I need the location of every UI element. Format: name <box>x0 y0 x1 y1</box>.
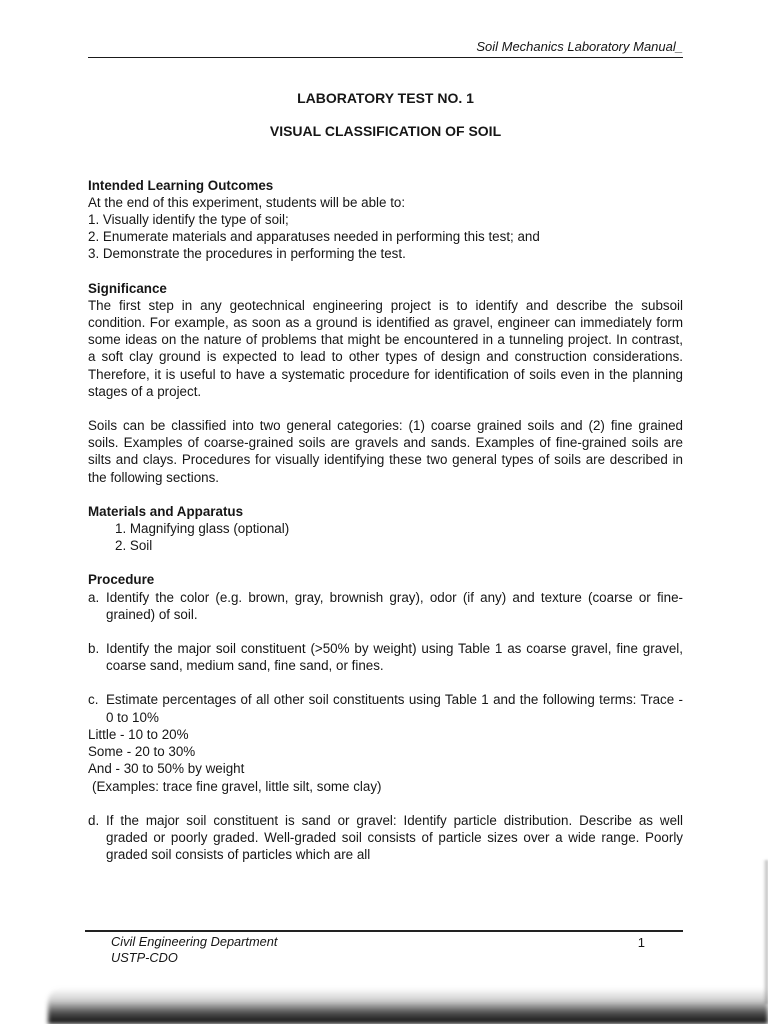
ilo-item: 3. Demonstrate the procedures in performing the test. <box>88 246 406 262</box>
ilo-heading: Intended Learning Outcomes <box>88 177 274 193</box>
procedure-item-text: Identify the major soil constituent (>50% by weight) using Table 1 as coarse gravel, fine gravel, coarse sand, medium sand, fine sand, or fines. <box>106 641 683 674</box>
procedure-item-d <box>88 812 683 864</box>
ilo-item: 2. Enumerate materials and apparatuses needed in performing this test; and <box>88 229 540 245</box>
lab-test-title: LABORATORY TEST NO. 1 <box>297 90 474 107</box>
materials-item: 2. Soil <box>115 538 153 554</box>
procedure-item-c <box>88 691 683 725</box>
ilo-intro: At the end of this experiment, students will be able to: <box>88 194 406 210</box>
footer-department: Civil Engineering Department <box>111 934 278 949</box>
procedure-item-label: c. <box>88 692 99 708</box>
materials-item: 1. Magnifying glass (optional) <box>115 521 290 537</box>
percentage-term-little: Little - 10 to 20% <box>88 726 189 742</box>
manual-title: Soil Mechanics Laboratory Manual_ <box>476 39 683 54</box>
procedure-item-label: d. <box>88 812 100 828</box>
procedure-item-a <box>88 589 683 623</box>
percentage-term-some: Some - 20 to 30% <box>88 744 196 760</box>
scan-artifact-right <box>763 860 768 1004</box>
page-number: 1 <box>637 935 645 950</box>
significance-paragraph-2: Soils can be classified into two general categories: (1) coarse grained soils and (2) fine grained soils. Examples of coarse-grained soils are gravels and sands. Examples of fine-grained soils are silts and clays. Procedures for visually identifying these two general types of soils are described in the following sections. <box>88 418 683 485</box>
page-header <box>88 38 683 58</box>
page-content <box>88 90 683 863</box>
significance-paragraph-1: The first step in any geotechnical engineering project is to identify and describe the subsoil condition. For example, as soon as a ground is identified as gravel, engineer can immediately form some ideas on the nature of problems that might be encountered in a tunneling project. In contrast, a soft clay ground is expected to lead to other types of design and construction considerations. Therefore, it is useful to have a systematic procedure for identification of soils even in the planning stages of a project. <box>88 297 683 399</box>
scan-artifact-bottom <box>48 988 768 1024</box>
ilo-item: 1. Visually identify the type of soil; <box>88 212 289 228</box>
section-significance <box>88 280 683 486</box>
procedure-item-text: If the major soil constituent is sand or gravel: Identify particle distribution. Describe as well graded or poorly graded. Well-graded soil consists of particle sizes over a wide range. Poorly graded soil consists of particles which are all <box>106 812 683 863</box>
procedure-item-text: Identify the color (e.g. brown, gray, brownish gray), odor (if any) and texture (coarse or fine- grained) of soil. <box>106 589 683 622</box>
percentage-examples: (Examples: trace fine gravel, little silt, some clay) <box>92 778 382 794</box>
procedure-item-text: Estimate percentages of all other soil constituents using Table 1 and the following terms: Trace - 0 to 10% <box>106 692 683 725</box>
page-footer <box>85 930 683 965</box>
section-materials-apparatus <box>88 503 683 555</box>
percentage-term-and: And - 30 to 50% by weight <box>88 761 245 777</box>
lab-test-subtitle: VISUAL CLASSIFICATION OF SOIL <box>269 123 502 140</box>
section-procedure <box>88 571 683 863</box>
section-intended-learning-outcomes <box>88 177 683 263</box>
footer-campus: USTP-CDO <box>111 949 178 965</box>
procedure-item-b <box>88 640 683 674</box>
procedure-heading: Procedure <box>88 572 155 588</box>
procedure-item-label: a. <box>88 589 100 605</box>
procedure-item-label: b. <box>88 641 100 657</box>
footer-left <box>85 934 683 965</box>
materials-heading: Materials and Apparatus <box>88 503 244 519</box>
significance-heading: Significance <box>88 280 167 296</box>
